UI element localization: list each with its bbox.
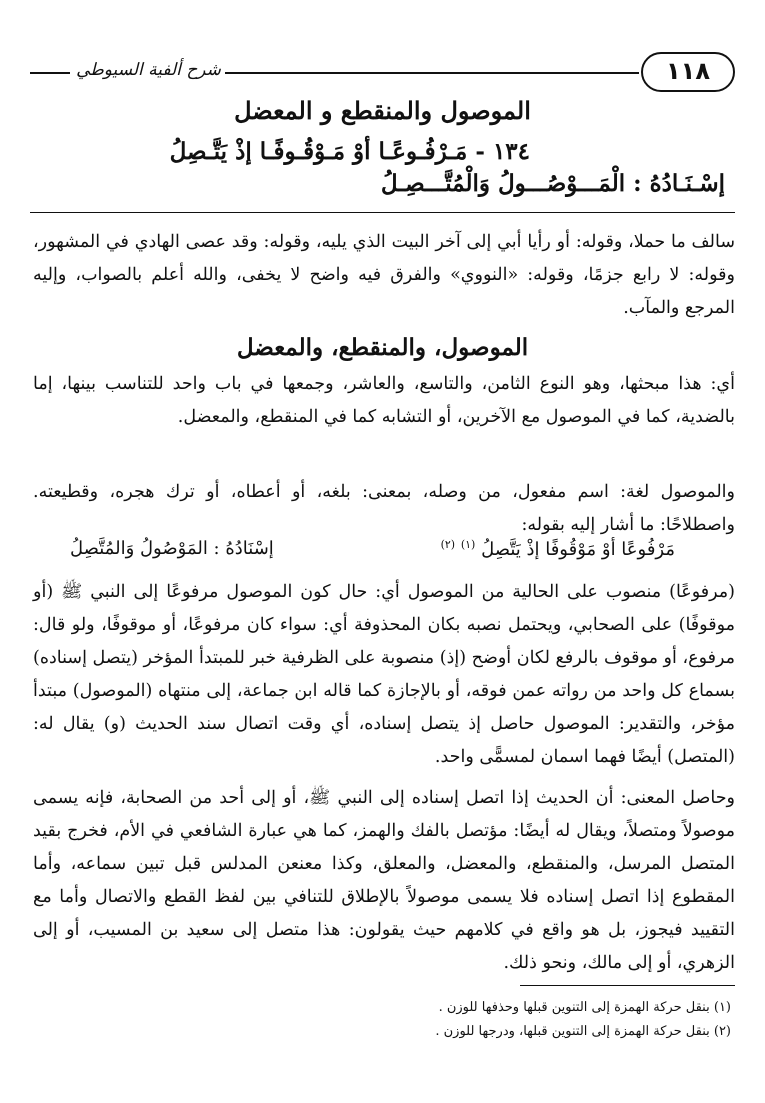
page-number: ١١٨ [641, 52, 735, 92]
verse-title: الموصول والمنقطع و المعضل [234, 96, 531, 125]
header-rule-right [225, 72, 639, 74]
quoted-verse-first-hemistich [441, 538, 675, 560]
footnote-ref-2: (٢) [440, 538, 456, 551]
verse-line-1: ١٣٤ - مَـرْفُـوعًـا أوْ مَـوْقُـوفًـا إذْ يَتَّـصِلُ [169, 138, 530, 165]
paragraph-3: والموصول لغة: اسم مفعول، من وصله، بمعنى: بلغه، أو أعطاه، أو ترك هجره، وقطيعته. واصطلاحًا: ما أشار إليه بقوله: [33, 482, 735, 535]
header-rule-left [30, 72, 70, 74]
paragraph-1: سالف ما حملا، وقوله: أو رأيا أبي إلى آخر البيت الذي يليه، وقوله: وقد عصى الهادي في المشهور، وقوله: لا رابع جزمًا، وقوله: «النووي» والفرق فيه واضح لا يخفى، والله أعلم بالصواب، وإليه المرجع والمآب. [33, 232, 735, 318]
section-title: الموصول، والمنقطع، والمعضل [236, 334, 529, 361]
quoted-verse [70, 538, 675, 560]
verse-line-2: إسْـنَـادُهُ : الْمَـــوْصُـــولُ وَالْمُتَّـــصِـلُ [380, 170, 725, 197]
paragraph-2: أي: هذا مبحثها، وهو النوع الثامن، والتاسع، والعاشر، وجمعها في باب واحد للتناسب بينها، إما بالضدية، كما في الموصول مع الآخرين، أو التشابه كما في المنقطع، والمعضل. [33, 374, 735, 427]
footnote-1: (١) بنقل حركة الهمزة إلى التنوين قبلها وحذفها للوزن . [438, 1000, 731, 1015]
quoted-verse-second-hemistich: إسْنَادُهُ : المَوْصُولُ وَالمُتَّصِلُ [70, 538, 274, 559]
paragraph-4: (مرفوعًا) منصوب على الحالية من الموصول أي: حال كون الموصول مرفوعًا إلى النبي ﷺ (أو موقوفًا) على الصحابي، ويحتمل نصبه بكان المحذوفة أي: سواء كان مرفوعًا، أو موقوفًا، ولو قال: مرفوع، أو موقوف بالرفع لكان أوضح (إذ) منصوبة على الظرفية خبر للمبتدأ المؤخر (يتصل إسناده) بسماع كل واحد من رواته عمن فوقه، أو بالإجازة كما قاله ابن جماعة، إلى منتهاه (الموصول) مبتدأ مؤخر، والتقدير: الموصول حاصل إذ يتصل إسناده، أي وقت اتصال سند الحديث (و) يقال له: (المتصل) أيضًا فهما اسمان لمسمًّى واحد. [33, 582, 735, 767]
footnote-2: (٢) بنقل حركة الهمزة إلى التنوين قبلها، ودرجها للوزن . [435, 1024, 731, 1039]
paragraph-5: وحاصل المعنى: أن الحديث إذا اتصل إسناده إلى النبي ﷺ، أو إلى أحد من الصحابة، فإنه يسمى موصولاً ومتصلاً، ويقال له أيضًا: مؤتصل بالفك والهمز، كما هي عبارة الشافعي في الأم، فخرج بقيد المتصل المرسل، والمنقطع، والمعضل، والمعلق، وكذا معنعن المدلس قبل تبين سماعه، وأما المقطوع إذا اتصل إسناده فلا يسمى موصولاً بالإطلاق للتنافي بين لفظ القطع والاتصال وأما مع التقييد فيجوز، بل هو واقع في كلامهم حيث يقولون: هذا متصل إلى سعيد بن المسيب، أو إلى الزهري، أو إلى مالك، ونحو ذلك. [33, 788, 735, 973]
verse-separator [30, 212, 735, 213]
footnote-ref-1: (١) [460, 538, 476, 551]
quoted-verse-right-text: مَرْفُوعًا أوْ مَوْقُوفًا إذْ يَتَّصِلُ [481, 539, 675, 560]
footnote-separator [520, 985, 735, 986]
page-header [30, 50, 735, 90]
running-title: شرح ألفية السيوطي [76, 60, 221, 80]
